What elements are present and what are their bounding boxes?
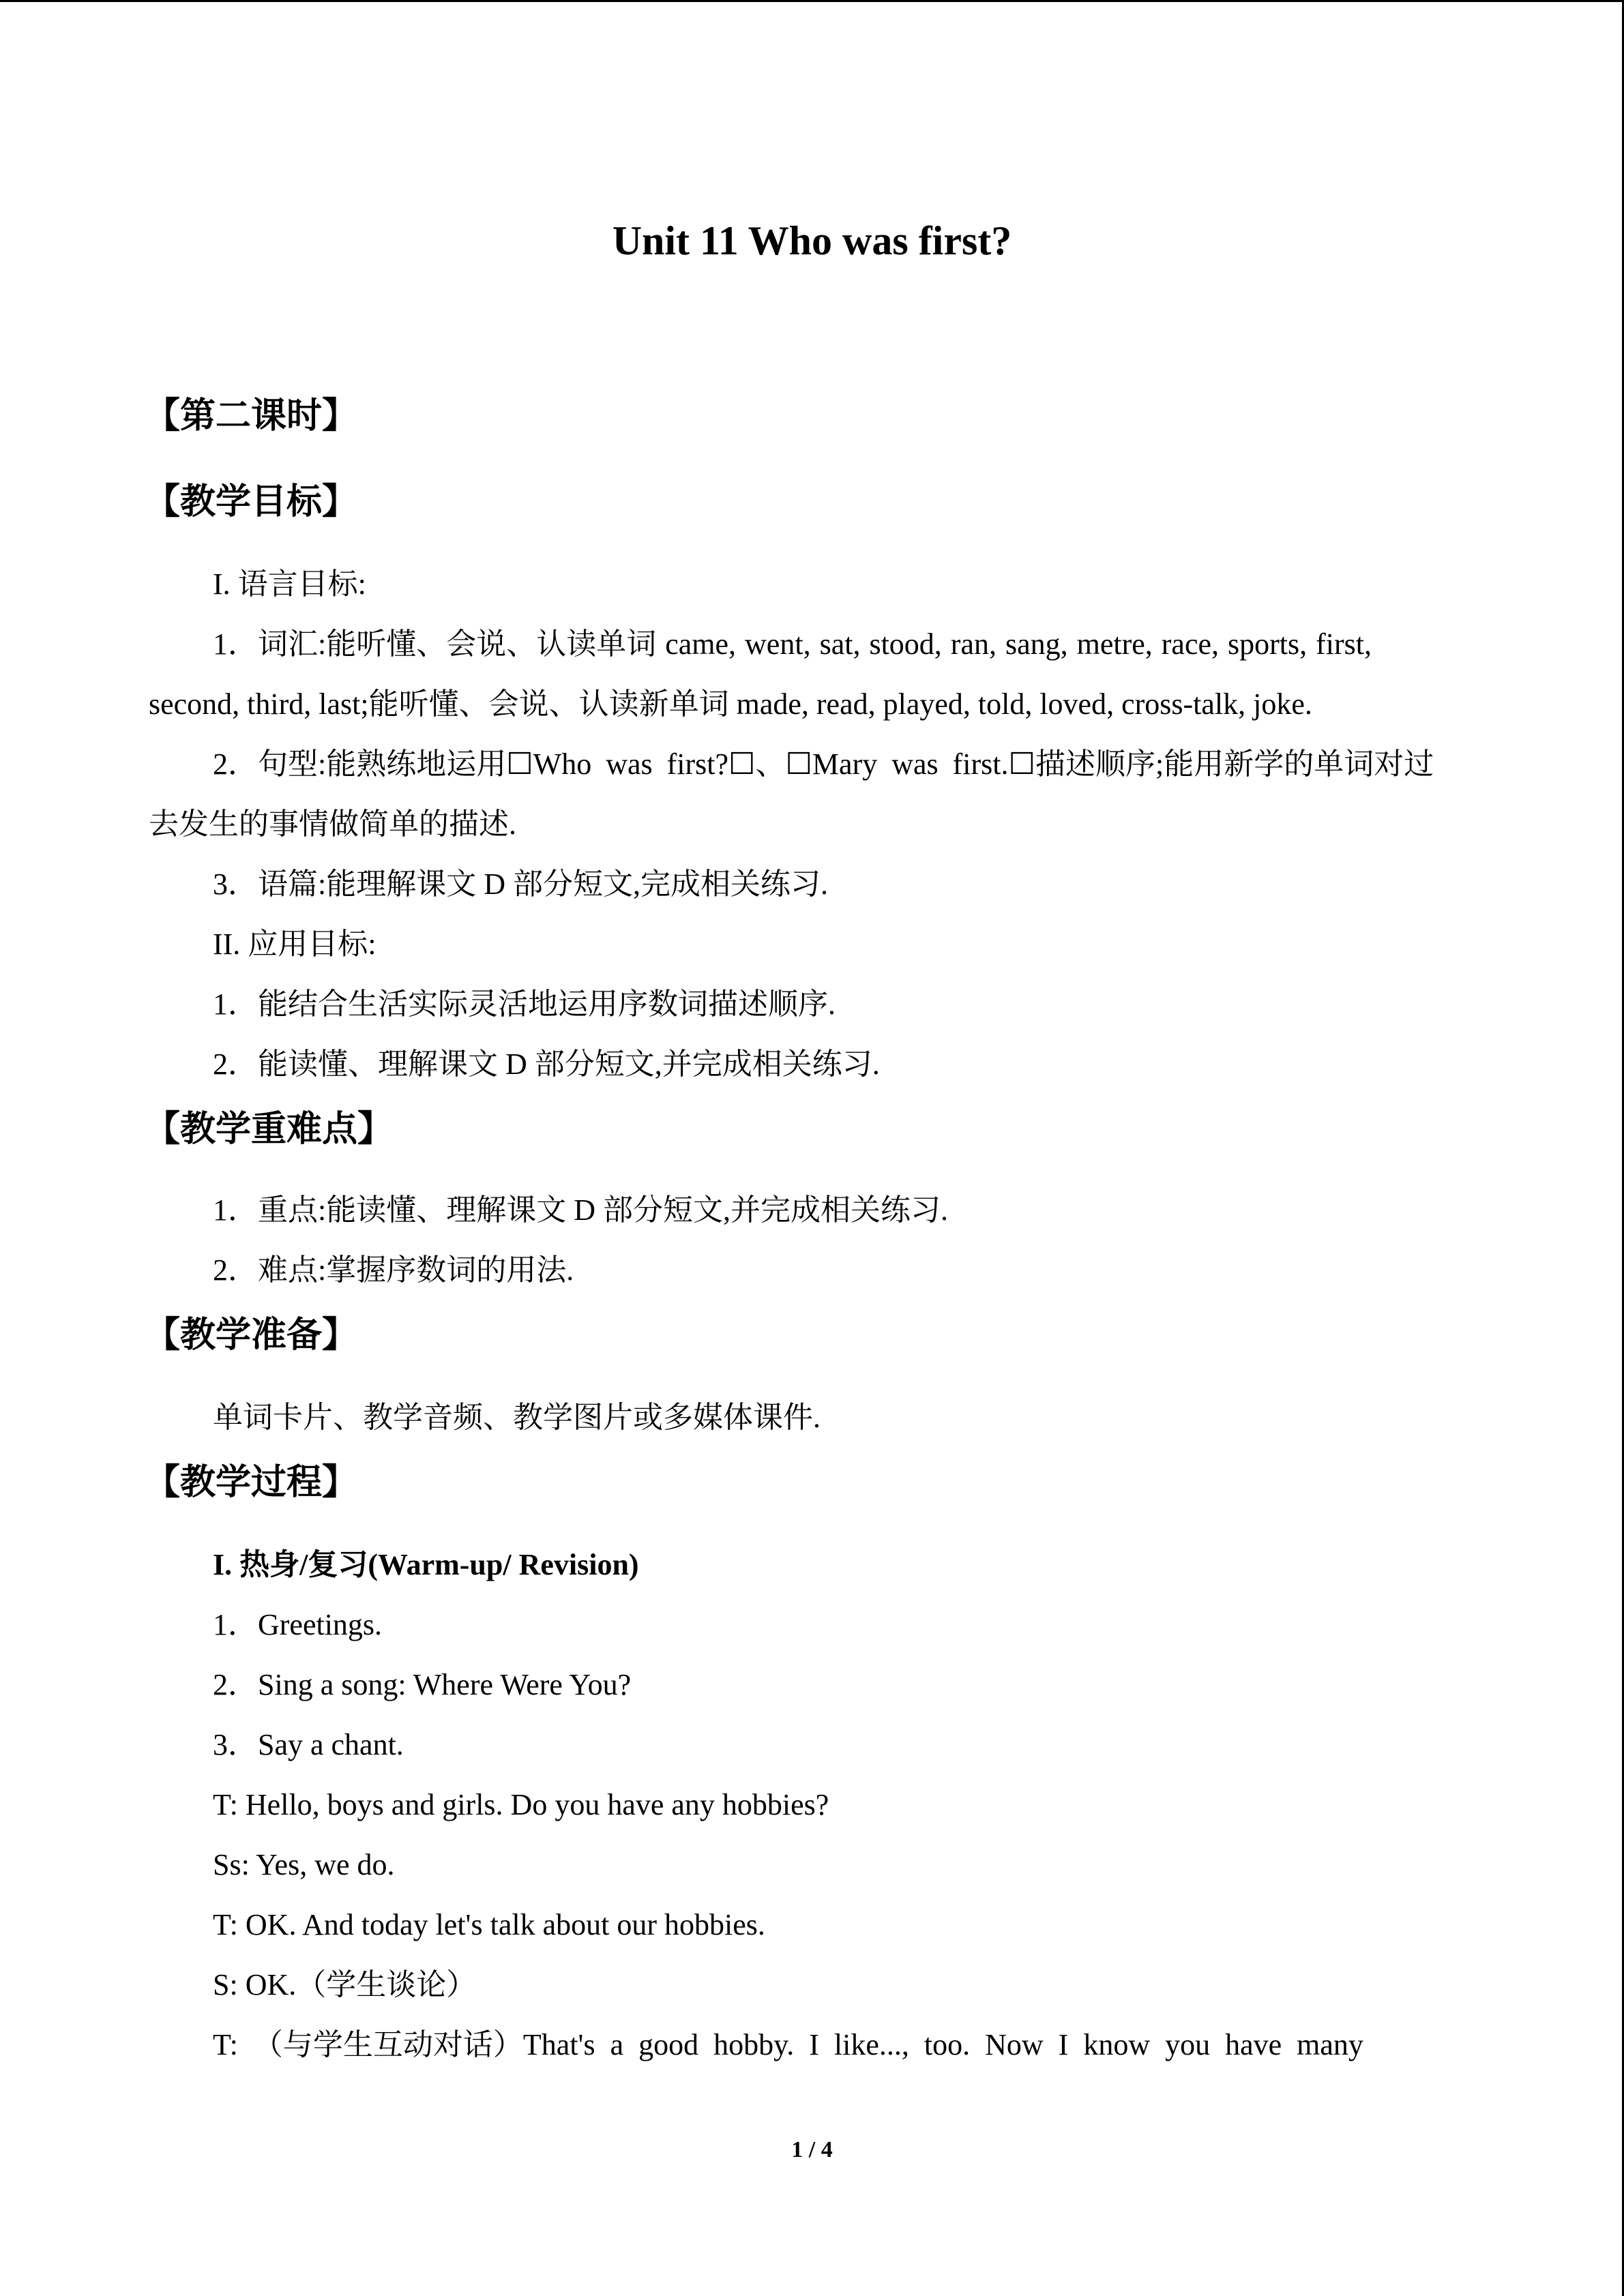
process-step-1: 1．Greetings. (213, 1608, 383, 1641)
goal-application-head: II. 应用目标: (213, 927, 377, 961)
heading-goals: 【教学目标】 (145, 481, 358, 522)
heading-lesson: 【第二课时】 (145, 396, 358, 436)
dialogue-line-1: T: Hello, boys and girls. Do you have any hobbies? (213, 1788, 829, 1821)
goal-pattern-line2: 去发生的事情做简单的描述. (149, 807, 516, 841)
key-point-1: 1．重点:能读懂、理解课文 D 部分短文,并完成相关练习. (213, 1193, 948, 1227)
goal-vocab-line2: second, third, last;能听懂、会说、认读新单词 made, read, played, told, loved, cross-talk, joke. (149, 687, 1312, 721)
dialogue-line-5: T: （与学生互动对话）That's a good hobby. I like..., too. Now I know you have many (213, 2028, 1363, 2061)
dialogue-line-4: S: OK.（学生谈论） (213, 1968, 477, 2001)
process-step-heading: I. 热身/复习(Warm-up/ Revision) (213, 1548, 639, 1581)
goal-language-head: I. 语言目标: (213, 567, 366, 601)
goal-application-2: 2．能读懂、理解课文 D 部分短文,并完成相关练习. (213, 1047, 880, 1081)
dialogue-line-3: T: OK. And today let's talk about our hobbies. (213, 1908, 765, 1941)
goal-application-1: 1．能结合生活实际灵活地运用序数词描述顺序. (213, 987, 836, 1021)
goal-text: 3．语篇:能理解课文 D 部分短文,完成相关练习. (213, 867, 828, 901)
goal-vocab-line1: 1．词汇:能听懂、会说、认读单词 came, went, sat, stood, ran, sang, metre, race, sports, first, (213, 627, 1372, 661)
key-point-2: 2．难点:掌握序数词的用法. (213, 1253, 574, 1287)
heading-process: 【教学过程】 (145, 1462, 358, 1503)
document-title: Unit 11 Who was first? (612, 218, 1012, 263)
page-number: 1 / 4 (791, 2137, 833, 2162)
heading-key-points: 【教学重难点】 (145, 1109, 394, 1150)
dialogue-line-2: Ss: Yes, we do. (213, 1848, 395, 1881)
heading-preparation: 【教学准备】 (145, 1315, 358, 1356)
process-step-2: 2．Sing a song: Where Were You? (213, 1668, 632, 1701)
goal-pattern-line1: 2．句型:能熟练地运用☐Who was first?☐、☐Mary was first.☐描述顺序;能用新学的单词对过 (213, 747, 1434, 781)
process-step-3: 3．Say a chant. (213, 1728, 404, 1761)
preparation-text: 单词卡片、教学音频、教学图片或多媒体课件. (213, 1401, 821, 1434)
